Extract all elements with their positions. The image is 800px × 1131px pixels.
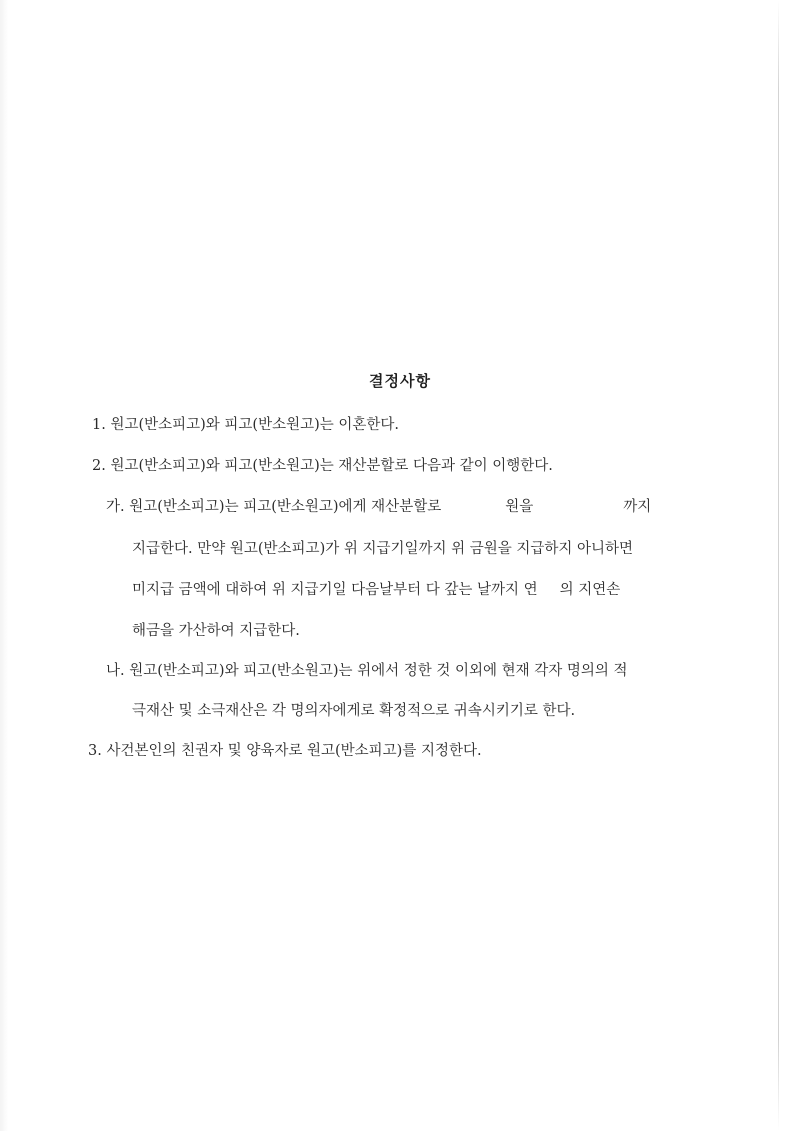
item-2a-line-4: 해금을 가산하여 지급한다. xyxy=(132,623,300,639)
item-2a-text-3b: 의 지연손 xyxy=(559,582,621,598)
item-3-custody: 3. 사건본인의 친권자 및 양육자로 원고(반소피고)를 지정한다. xyxy=(88,743,482,759)
item-2a-text-3a: 미지급 금액에 대하여 위 지급기일 다음날부터 다 갚는 날까지 연 xyxy=(132,582,538,598)
item-2a-text-kkaji: 까지 xyxy=(623,499,652,515)
document-title: 결정사항 xyxy=(369,372,431,390)
item-2b-line-2: 극재산 및 소극재산은 각 명의자에게로 확정적으로 귀속시키기로 한다. xyxy=(132,703,576,719)
item-1-divorce: 1. 원고(반소피고)와 피고(반소원고)는 이혼한다. xyxy=(92,417,400,433)
item-2a-line-2: 지급한다. 만약 원고(반소피고)가 위 지급기일까지 위 금원을 지급하지 아니하면 xyxy=(132,541,634,557)
item-2a-line-1 xyxy=(106,495,651,516)
scan-left-shadow xyxy=(0,0,8,1131)
item-2-property-division: 2. 원고(반소피고)와 피고(반소원고)는 재산분할로 다음과 같이 이행한다. xyxy=(92,458,553,474)
scan-right-edge xyxy=(778,0,779,1131)
item-2b-line-1: 나. 원고(반소피고)와 피고(반소원고)는 위에서 정한 것 이외에 현재 각자 명의의 적 xyxy=(106,663,628,679)
item-2a-text-won: 원을 xyxy=(505,499,534,515)
item-2a-text-1: 가. 원고(반소피고)는 피고(반소원고)에게 재산분할로 xyxy=(106,499,442,515)
item-2a-line-3 xyxy=(132,578,620,599)
